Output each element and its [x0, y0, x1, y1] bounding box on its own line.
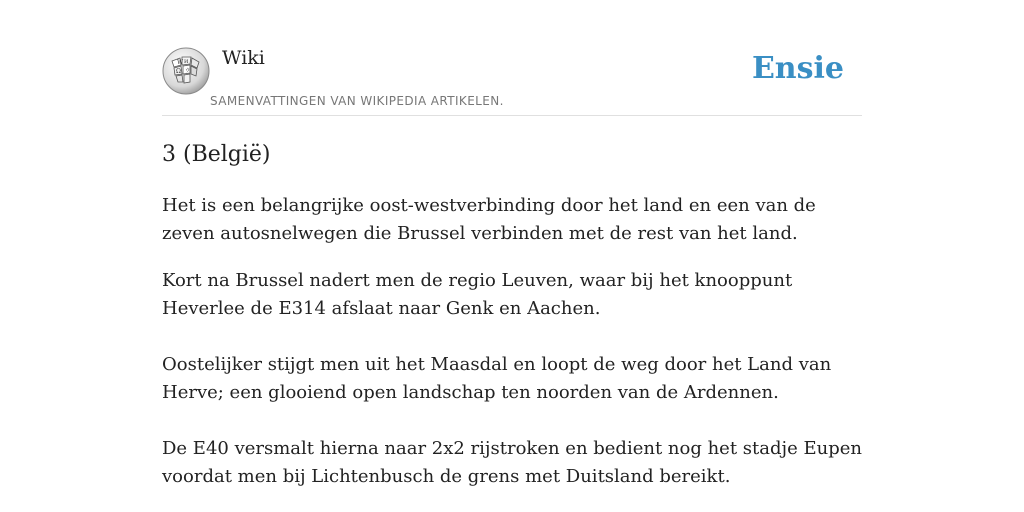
site-header — [162, 0, 862, 116]
svg-text:Ω: Ω — [176, 68, 181, 75]
brand-logo-text[interactable]: Ensie — [751, 51, 844, 86]
article-paragraph: Het is een belangrijke oost-westverbinding door het land en een van de zeven autosnelwegen die Brussel verbinden met de rest van het land. — [162, 195, 816, 244]
site-tagline: SAMENVATTINGEN VAN WIKIPEDIA ARTIKELEN. — [210, 94, 504, 108]
article-paragraph: Kort na Brussel nadert men de regio Leuven, waar bij het knooppunt Heverlee de E314 afslaat naar Genk en Aachen. — [162, 270, 793, 319]
site-name[interactable]: Wiki — [222, 47, 265, 69]
article-paragraph: Oostelijker stijgt men uit het Maasdal en loopt de weg door het Land van Herve; een glooiend open landschap ten noorden van de Ardennen. — [162, 354, 832, 403]
article-paragraph: De E40 versmalt hierna naar 2x2 rijstroken en bedient nog het stadje Eupen voordat men bij Lichtenbusch de grens met Duitsland bereikt. — [162, 438, 862, 487]
svg-text:W: W — [177, 59, 184, 66]
page-container — [162, 0, 862, 487]
wikipedia-globe-icon[interactable] — [162, 47, 210, 95]
svg-text:И: И — [184, 59, 189, 65]
article-title: 3 (België) — [162, 142, 271, 167]
svg-text:ウ: ウ — [185, 68, 191, 74]
